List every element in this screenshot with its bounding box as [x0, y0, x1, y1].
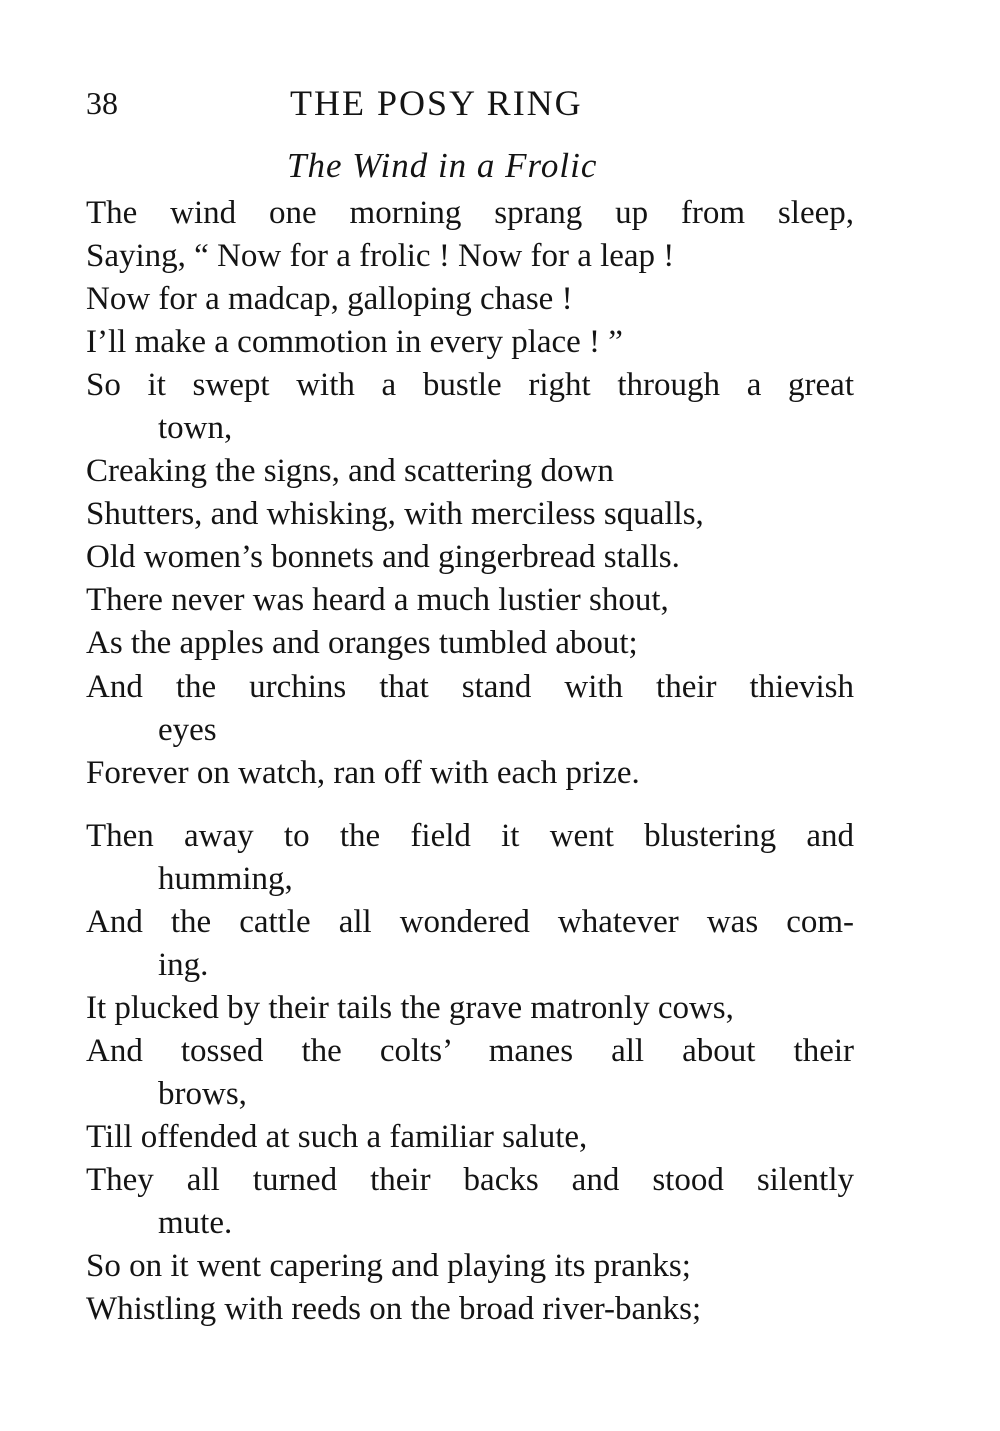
poem-line: Whistling with reeds on the broad river-banks;: [86, 1291, 702, 1327]
poem-line: Shutters, and whisking, with merciless squalls,: [86, 496, 704, 532]
page-number: 38: [86, 85, 118, 121]
poem-line-continuation: humming,: [158, 861, 293, 897]
poem-line-continuation: eyes: [158, 712, 217, 748]
poem-title: The Wind in a Frolic: [287, 146, 598, 185]
poem-line: I’ll make a commotion in every place ! ”: [86, 324, 623, 360]
poem-line: Saying, “ Now for a frolic ! Now for a leap !: [86, 238, 675, 274]
poem-line: So on it went capering and playing its pranks;: [86, 1248, 691, 1284]
page-header: [86, 80, 866, 126]
running-title: THE POSY RING: [290, 83, 583, 123]
poem-line-continuation: town,: [158, 410, 233, 446]
poem-line: They all turned their backs and stood silently: [86, 1162, 854, 1198]
poem-line: There never was heard a much lustier shout,: [86, 582, 669, 618]
poem-line: So it swept with a bustle right through a great: [86, 367, 854, 403]
poem-line: The wind one morning sprang up from sleep,: [86, 195, 854, 231]
poem-line: Till offended at such a familiar salute,: [86, 1119, 588, 1155]
poem-line: Creaking the signs, and scattering down: [86, 453, 614, 489]
poem-line: Then away to the field it went blustering and: [86, 818, 854, 854]
poem-line: Forever on watch, ran off with each prize.: [86, 755, 640, 791]
poem-line: It plucked by their tails the grave matronly cows,: [86, 990, 734, 1026]
poem-line-continuation: brows,: [158, 1076, 247, 1112]
poem-line-continuation: mute.: [158, 1205, 233, 1241]
poem-line: And the urchins that stand with their thievish: [86, 669, 854, 705]
poem-line: And tossed the colts’ manes all about their: [86, 1033, 854, 1069]
poem-line: Old women’s bonnets and gingerbread stalls.: [86, 539, 680, 575]
poem-line: And the cattle all wondered whatever was com-: [86, 904, 854, 940]
poem-line-continuation: ing.: [158, 947, 209, 983]
poem-line: As the apples and oranges tumbled about;: [86, 625, 638, 661]
poem-line: Now for a madcap, galloping chase !: [86, 281, 573, 317]
